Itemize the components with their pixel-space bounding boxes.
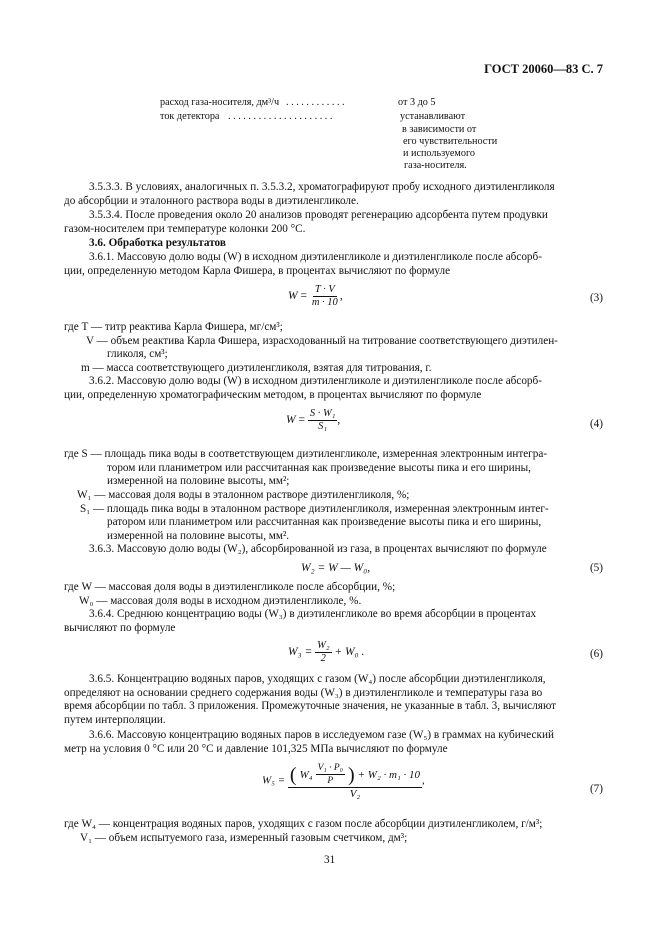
- para-3533-line2: до абсорбции и эталонного раствора воды в диэтиленгликоле.: [64, 195, 359, 207]
- detector-value-1: устанавливают: [400, 111, 466, 122]
- equation-7: W₅ = ( W₄ $\frac{\text{V₁ · P₀}}{P}$ ) + W₂ · m₁ · 10 V₂ ,: [262, 763, 425, 800]
- para-365-line3: время абсорбции по табл. 3 приложения. Промежуточные значения, не указанные в табл. 3, вычисляют: [64, 700, 557, 712]
- where3-line4: m — масса соответствующего диэтиленгликоля, взятая для титрования, г.: [81, 362, 432, 374]
- para-365-line1: 3.6.5. Концентрацию водяных паров, уходящих с газом (W₄) после абсорбции диэтиленгликоля,: [89, 673, 546, 685]
- para-3534-line1: 3.5.3.4. После проведения около 20 анализов проводят регенерацию адсорбента путем продувки: [89, 209, 548, 221]
- detector-value-2: в зависимости от: [402, 124, 477, 135]
- section-heading: 3.6. Обработка результатов: [89, 237, 226, 249]
- page-header: ГОСТ 20060—83 С. 7: [484, 62, 603, 76]
- detector-dots: . . . . . . . . . . . . . . . . . . . . .: [228, 111, 333, 122]
- para-366-line1: 3.6.6. Массовую концентрацию водяных паров в исследуемом газе (W₅) в граммах на кубический: [89, 729, 554, 741]
- para-363: 3.6.3. Массовую долю воды (W₂), абсорбированной из газа, в процентах вычисляют по формуле: [89, 543, 547, 555]
- detector-value-3: его чувствительности: [403, 136, 498, 147]
- where4-line6: ратором или планиметром или рассчитанная как произведение высоты пика и его ширины,: [107, 516, 542, 528]
- detector-label: ток детектора: [160, 111, 220, 122]
- para-362-line1: 3.6.2. Массовую долю воды (W) в исходном диэтиленгликоле и диэтиленгликоле после абсорб-: [89, 375, 542, 387]
- where7-line2: V₁ — объем испытуемого газа, измеренный газовым счетчиком, дм³;: [80, 832, 408, 844]
- equation-5-number: (5): [589, 562, 603, 574]
- where4-line3: измеренной на половине высоты, мм²;: [107, 475, 290, 487]
- where4-line1: где S — площадь пика воды в соответствующем диэтиленгликоле, измеренная электронным интегра-: [64, 448, 548, 460]
- where3-line2: V — объем реактива Карла Фишера, израсходованный на титрование соответствующего диэтилен-: [86, 335, 558, 347]
- equation-6-number: (6): [589, 648, 603, 660]
- equation-7-number: (7): [589, 783, 603, 795]
- para-3534-line2: газом-носителем при температуре колонки 200 °С.: [64, 223, 306, 235]
- equation-3-number: (3): [589, 292, 603, 304]
- equation-4-number: (4): [589, 418, 603, 430]
- para-3533-line1: 3.5.3.3. В условиях, аналогичных п. 3.5.3.2, хроматографируют пробу исходного диэтиленгликоля: [89, 181, 555, 193]
- para-361-line1: 3.6.1. Массовую долю воды (W) в исходном диэтиленгликоле и диэтиленгликоле после абсорб-: [89, 251, 542, 263]
- where4-line7: измеренной на половине высоты, мм².: [107, 530, 290, 542]
- where3-line3: гликоля, см³;: [107, 348, 168, 360]
- where4-line2: тором или планиметром или рассчитанная как произведение высоты пика и его ширины,: [107, 462, 531, 474]
- para-365-line2: определяют на основании среднего содержания воды (W₃) в диэтиленгликоле и температуры газа во: [64, 687, 543, 699]
- equation-5: W₂ = W — W₀,: [301, 562, 371, 574]
- detector-value-4: и используемого: [403, 148, 475, 159]
- para-365-line4: путем интерполяции.: [64, 714, 166, 726]
- equation-3: W = $\frac{T \cdot V}{m \cdot 10}$ ,: [288, 284, 343, 308]
- para-364-line1: 3.6.4. Среднюю концентрацию воды (W₃) в диэтиленгликоле во время абсорбции в процентах: [89, 608, 537, 620]
- where4-line5: S₁ — площадь пика воды в эталонном растворе диэтиленгликоля, измеренная электронным интег-: [80, 503, 549, 515]
- equation-6: W₃ = $\frac{\text{W₂}}{2}$ + W₀ .: [288, 640, 365, 664]
- where4-line4: W₁ — массовая доля воды в эталонном растворе диэтиленгликоля, %;: [77, 489, 410, 501]
- where7-line1: где W₄ — концентрация водяных паров, уходящих с газом после абсорбции диэтиленгликолем, г/м³;: [64, 818, 543, 830]
- equation-4: W = $\frac{\text{S · W₁}}{\text{S₁}}$ ,: [286, 408, 341, 432]
- para-364-line2: вычисляют по формуле: [64, 622, 176, 634]
- page-number: 31: [324, 854, 336, 866]
- where5-line2: W₀ — массовая доля воды в исходном диэтиленгликоле, %.: [79, 595, 362, 607]
- where5-line1: где W — массовая доля воды в диэтиленгликоле после абсорбции, %;: [64, 581, 396, 593]
- para-361-line2: ции, определенную методом Карла Фишера, в процентах вычисляют по формуле: [64, 265, 451, 277]
- detector-value-5: газа-носителя.: [404, 160, 467, 171]
- where3-line1: где T — титр реактива Карла Фишера, мг/см³;: [64, 321, 283, 333]
- gas-flow-dots: . . . . . . . . . . . .: [286, 97, 345, 108]
- para-366-line2: метр на условия 0 °С или 20 °С и давление 101,325 МПа вычисляют по формуле: [64, 743, 448, 755]
- gas-flow-label: расход газа-носителя, дм³/ч: [160, 97, 280, 108]
- gas-flow-value: от 3 до 5: [398, 97, 436, 108]
- para-362-line2: ции, определенную хроматографическим методом, в процентах вычисляют по формуле: [64, 389, 482, 401]
